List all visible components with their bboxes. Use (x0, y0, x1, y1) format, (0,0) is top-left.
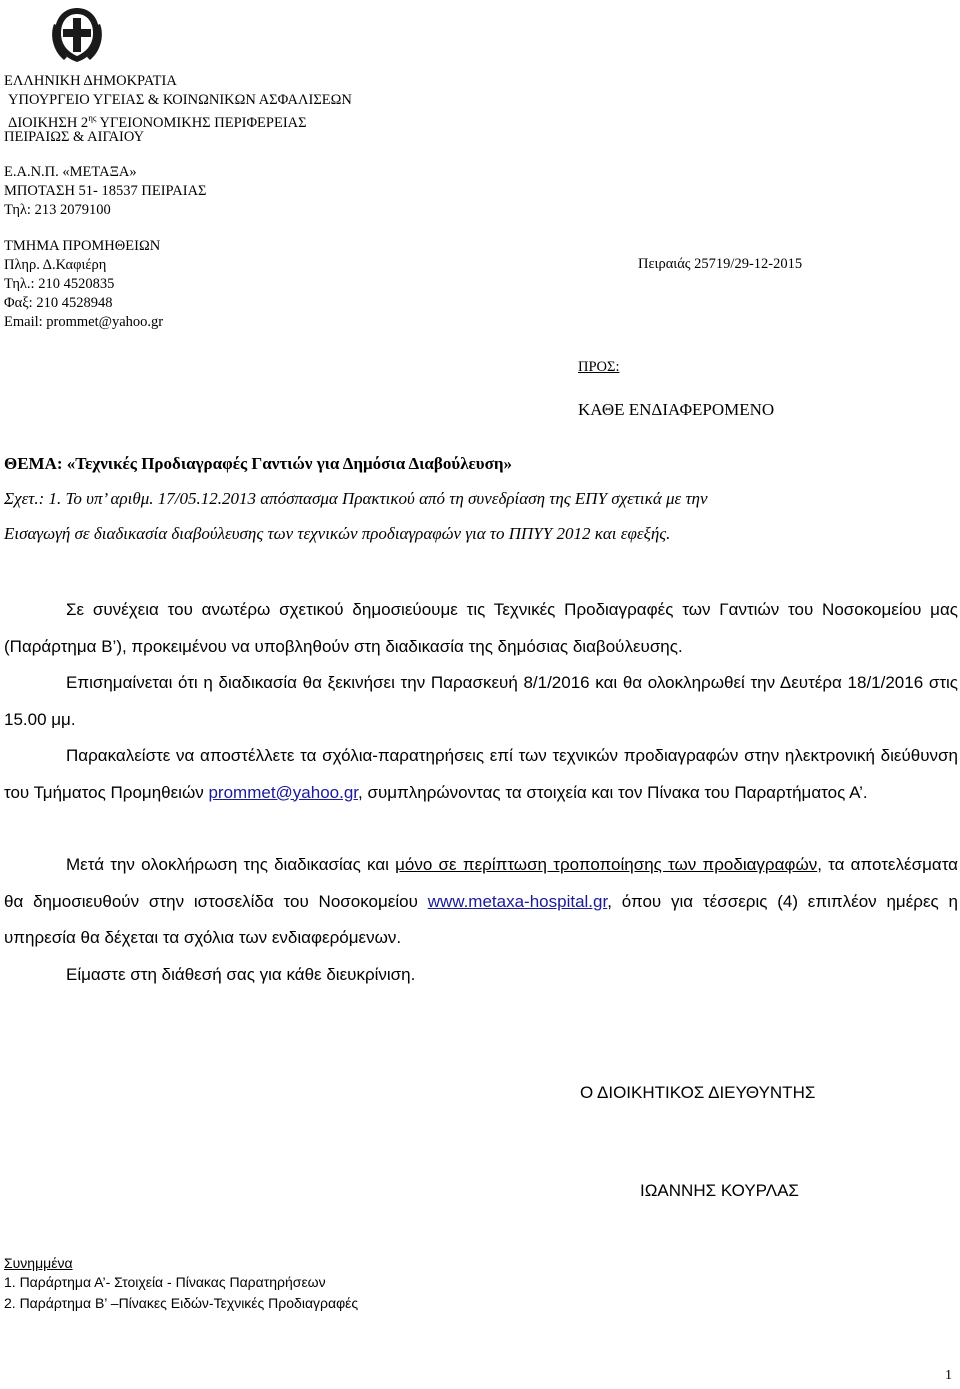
recipient-name: ΚΑΘΕ ΕΝΔΙΑΦΕΡΟΜΕΝΟ (578, 400, 775, 419)
contact-email: Email: prommet@yahoo.gr (4, 314, 164, 330)
body-paragraph-5: Είμαστε στη διάθεσή σας για κάθε διευκρίνιση. (66, 965, 416, 984)
subject-line: ΘΕΜΑ: «Τεχνικές Προδιαγραφές Γαντιών για Δημόσια Διαβούλευση» (4, 454, 513, 473)
header-country: ΕΛΛΗΝΙΚΗ ΔΗΜΟΚΡΑΤΙΑ (4, 73, 177, 89)
contact-person: Πληρ. Δ.Καφιέρη (4, 257, 107, 273)
contact-fax: Φαξ: 210 4528948 (4, 295, 113, 311)
date-reference: Πειραιάς 25719/29-12-2015 (638, 256, 803, 272)
page-number: 1 (945, 1368, 952, 1383)
greek-emblem-icon (50, 4, 104, 66)
signature-title: Ο ΔΙΟΙΚΗΤΙΚΟΣ ΔΙΕΥΘΥΝΤΗΣ (580, 1083, 816, 1102)
header-health-region: ΔΙΟΙΚΗΣΗ $2^{\eta\varsigma}$ ΥΓΕΙΟΝΟΜΙΚΗΣ ΠΕΡΙΦΕΡΕΙΑΣ (8, 113, 307, 131)
body-paragraph-1: Σε συνέχεια του ανωτέρω σχετικού δημοσιεύουμε τις Τεχνικές Προδιαγραφές των Γαντιών του Νοσοκομείου μας (Παράρτημα Β’), προκειμένου να υποβληθούν στη διαδικασία της δημόσιας διαβούλευσης. (4, 600, 958, 656)
header-ministry: ΥΠΟΥΡΓΕΙΟ ΥΓΕΙΑΣ & ΚΟΙΝΩΝΙΚΩΝ ΑΣΦΑΛΙΣΕΩΝ (8, 92, 352, 108)
recipient-label: ΠΡΟΣ: (578, 359, 620, 375)
reference-line-1: Σχετ.: 1. Το υπ’ αριθμ. 17/05.12.2013 απόσπασμα Πρακτικού από τη συνεδρίαση της ΕΠΥ σχετικά με την (4, 489, 708, 508)
hospital-name: Ε.Α.Ν.Π. «ΜΕΤΑΞΑ» (4, 164, 137, 180)
reference-line-2: Εισαγωγή σε διαδικασία διαβούλευσης των τεχνικών προδιαγραφών για το ΠΠΥΥ 2012 και εφεξής. (4, 524, 671, 543)
body-paragraph-4: Μετά την ολοκλήρωση της διαδικασίας και μόνο σε περίπτωση τροποποίησης των προδιαγραφών, τα αποτελέσματα θα δημοσιευθούν στην ιστοσελίδα του Νοσοκομείου www.metaxa-hospital.gr, όπου για τέσσερις (4) επιπλέον ημέρες η υπηρεσία θα δέχεται τα σχόλια των ενδιαφερόμενων. (4, 855, 959, 947)
website-link[interactable]: www.metaxa-hospital.gr (427, 891, 608, 911)
body-paragraph-2: Επισημαίνεται ότι η διαδικασία θα ξεκινήσει την Παρασκευή 8/1/2016 και θα ολοκληρωθεί την Δευτέρα 18/1/2016 στις 15.00 μμ. (4, 673, 958, 729)
header-region-name: ΠΕΙΡΑΙΩΣ & ΑΙΓΑΙΟΥ (4, 129, 145, 145)
email-link[interactable]: prommet@yahoo.gr (208, 782, 359, 802)
hospital-phone: Τηλ: 213 2079100 (4, 202, 111, 218)
body-paragraph-3: Παρακαλείστε να αποστέλλετε τα σχόλια-παρατηρήσεις επί των τεχνικών προδιαγραφών στην ηλεκτρονική διεύθυνση του Τμήματος Προμηθειών prommet@yahoo.gr, συμπληρώνοντας τα στοιχεία και τον Πίνακα του Παραρτήματος Α’. (4, 746, 958, 802)
signature-name: ΙΩΑΝΝΗΣ ΚΟΥΡΛΑΣ (640, 1181, 799, 1200)
attachment-item-2: 2. Παράρτημα Β’ –Πίνακες Ειδών-Τεχνικές Προδιαγραφές (4, 1295, 359, 1311)
contact-phone: Τηλ.: 210 4520835 (4, 276, 115, 292)
department-name: ΤΜΗΜΑ ΠΡΟΜΗΘΕΙΩΝ (4, 238, 161, 254)
attachment-item-1: 1. Παράρτημα Α’- Στοιχεία - Πίνακας Παρατηρήσεων (4, 1274, 326, 1290)
attachments-label: Συνημμένα (4, 1255, 73, 1271)
hospital-address: ΜΠΟΤΑΣΗ 51- 18537 ΠΕΙΡΑΙΑΣ (4, 183, 207, 199)
